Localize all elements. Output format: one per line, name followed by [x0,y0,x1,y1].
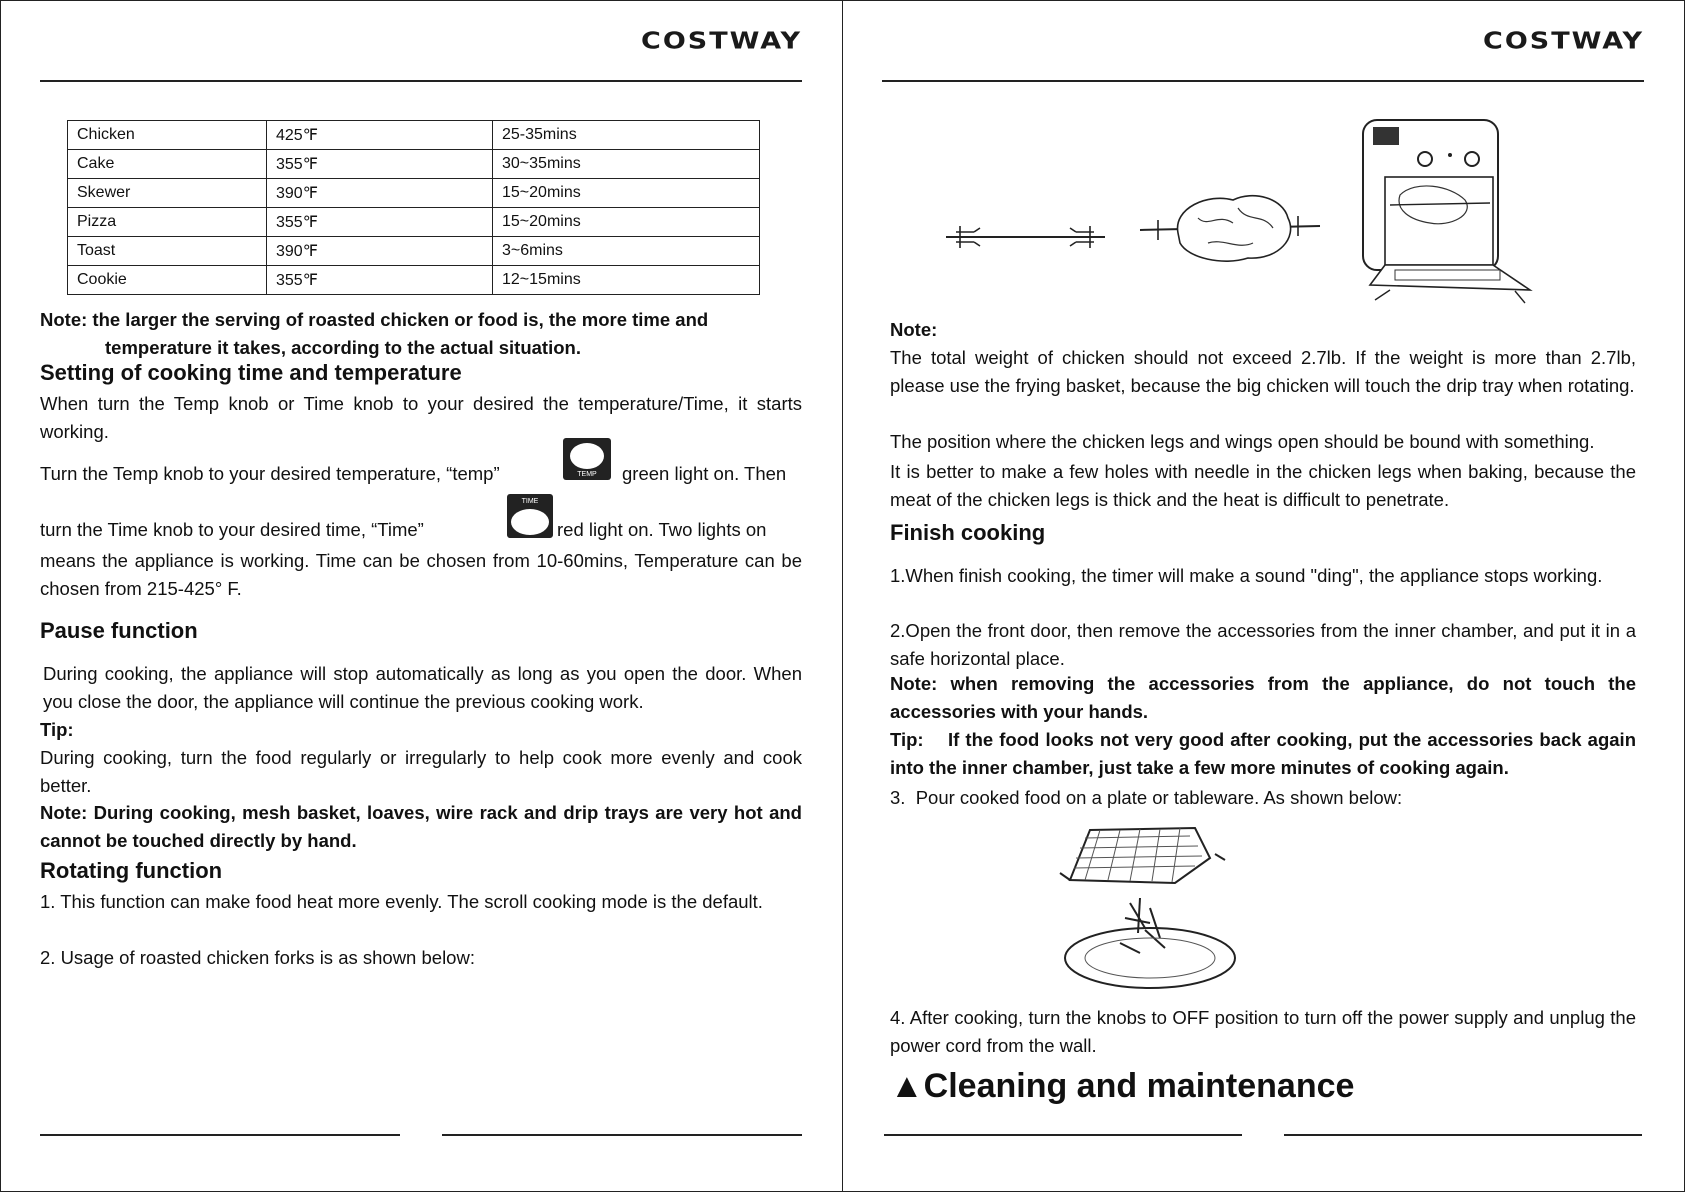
time-cell: 12~15mins [493,266,760,295]
para-needle-holes: It is better to make a few holes with needle in the chicken legs when baking, because the meat of the chicken legs is thick and the heat is difficult to penetrate. [890,461,1636,510]
heading-finish: Finish cooking [890,520,1046,545]
para-rotating-2: 2. Usage of roasted chicken forks is as shown below: [40,947,475,968]
footer-rule-right-1 [884,1134,1242,1136]
finish-step-1: 1.When finish cooking, the timer will make a sound "ding", the appliance stops working. [890,565,1603,586]
header-rule-right [882,80,1644,82]
svg-text:TEMP: TEMP [577,471,597,478]
right-note-label: Note: [890,319,938,340]
time-cell: 15~20mins [493,208,760,237]
table-row [68,179,760,208]
heading-pause: Pause function [40,618,198,643]
temperature-cell: 355℉ [267,208,493,237]
temperature-cell: 355℉ [267,266,493,295]
brand-logo-right: COSTWAY [1483,28,1645,55]
food-cell: Chicken [68,121,267,150]
time-cell: 15~20mins [493,179,760,208]
temperature-cell: 355℉ [267,150,493,179]
temperature-cell: 390℉ [267,179,493,208]
note-serving-cont: temperature it takes, according to the actual situation. [105,337,581,358]
skewered-chicken-illustration [1138,188,1323,273]
brand-logo-left: COSTWAY [641,28,803,55]
para-setting-2b: green light on. Then [622,463,787,484]
table-row [68,121,760,150]
temp-indicator-icon [563,438,611,485]
table-row [68,208,760,237]
basket-fries-plate-illustration [1050,818,1250,998]
para-setting-3b: red light on. Two lights on [557,519,767,540]
svg-text:TIME: TIME [521,498,539,505]
tip-cook-again: Tip: If the food looks not very good after cooking, put the accessories back again into the inner chamber, just take a few more minutes of cooking again. [890,729,1642,778]
heading-cleaning: ▲Cleaning and maintenance [890,1067,1355,1105]
footer-rule-left-1 [40,1134,400,1136]
tip-label: Tip: [40,719,74,740]
para-setting-3: turn the Time knob to your desired time, “Time” [40,519,424,540]
cooking-table [67,120,760,295]
temperature-cell: 390℉ [267,237,493,266]
para-setting-2: Turn the Temp knob to your desired temperature, “temp” [40,463,500,484]
para-bind-legs: The position where the chicken legs and wings open should be bound with something. [890,431,1595,452]
finish-step-2: 2.Open the front door, then remove the accessories from the inner chamber, and put it in a safe horizontal place. [890,620,1636,669]
food-cell: Pizza [68,208,267,237]
page-divider [842,0,843,1192]
table-row [68,266,760,295]
temperature-cell: 425℉ [267,121,493,150]
warning-triangle-icon: ▲ [890,1067,924,1105]
header-rule-left [40,80,802,82]
rotisserie-fork-illustration [940,212,1110,267]
air-fryer-oven-illustration [1355,115,1540,315]
para-rotating-1: 1. This function can make food heat more evenly. The scroll cooking mode is the default. [40,891,763,912]
food-cell: Cookie [68,266,267,295]
food-cell: Cake [68,150,267,179]
food-cell: Skewer [68,179,267,208]
para-chicken-weight: The total weight of chicken should not exceed 2.7lb. If the weight is more than 2.7lb, please use the frying basket, because the big chicken will touch the drip tray when rotating. [890,347,1636,396]
finish-step-4: 4. After cooking, turn the knobs to OFF position to turn off the power supply and unplug the power cord from the wall. [890,1007,1636,1056]
heading-setting: Setting of cooking time and temperature [40,360,462,385]
time-cell: 30~35mins [493,150,760,179]
table-row [68,150,760,179]
note-hot: Note: During cooking, mesh basket, loaves, wire rack and drip trays are very hot and cannot be touched directly by hand. [40,802,802,851]
finish-step-3: 3. Pour cooked food on a plate or tableware. As shown below: [890,787,1403,808]
para-tip: During cooking, turn the food regularly or irregularly to help cook more evenly and cook better. [40,747,802,796]
table-row [68,237,760,266]
note-serving: Note: the larger the serving of roasted chicken or food is, the more time and [40,309,709,330]
food-cell: Toast [68,237,267,266]
footer-rule-right-2 [1284,1134,1642,1136]
time-indicator-icon [507,494,553,543]
time-cell: 25-35mins [493,121,760,150]
heading-rotating: Rotating function [40,858,223,883]
para-setting-1: When turn the Temp knob or Time knob to your desired the temperature/Time, it starts working. [40,393,802,442]
para-pause: During cooking, the appliance will stop automatically as long as you open the door. When you close the door, the appliance will continue the previous cooking work. [43,663,802,712]
para-setting-4: means the appliance is working. Time can be chosen from 10-60mins, Temperature can be chosen from 215-425° F. [40,550,802,599]
footer-rule-left-2 [442,1134,802,1136]
time-cell: 3~6mins [493,237,760,266]
note-accessories: Note: when removing the accessories from the appliance, do not touch the accessories with your hands. [890,673,1636,722]
